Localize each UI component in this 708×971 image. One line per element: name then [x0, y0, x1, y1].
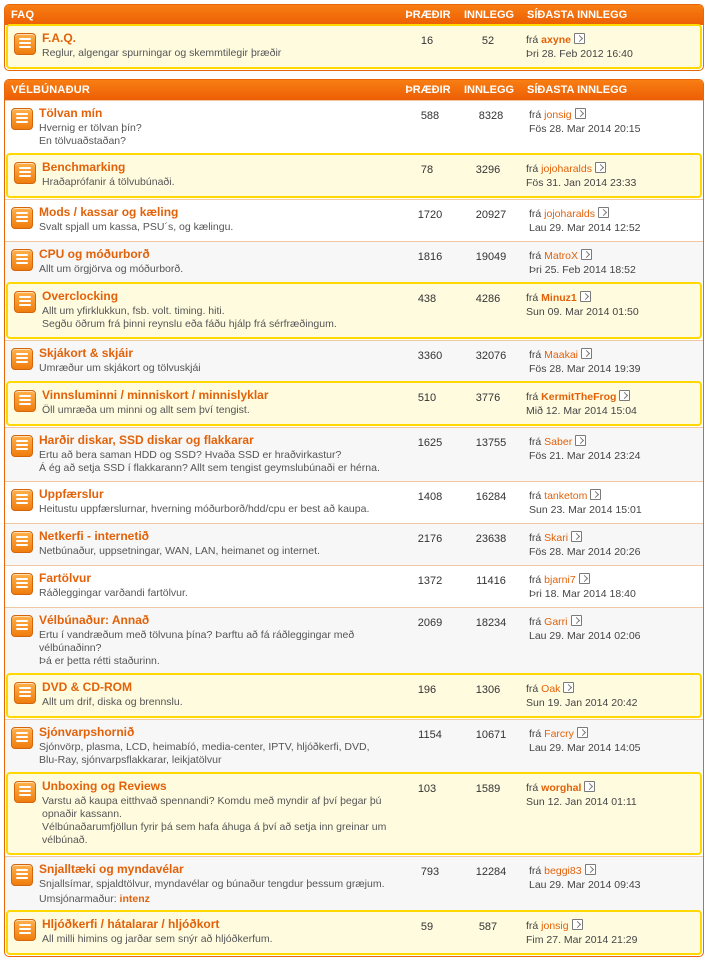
forum-last-post: [518, 774, 700, 853]
last-post-author-link[interactable]: Oak: [541, 683, 561, 695]
forum-last-post: [521, 428, 703, 481]
goto-last-post-icon[interactable]: [572, 919, 583, 930]
forum-title-link[interactable]: CPU og móðurborð: [39, 247, 150, 261]
forum-last-post: [521, 524, 703, 565]
last-post-by-label: frá: [526, 34, 542, 46]
forum-title-link[interactable]: Uppfærslur: [39, 487, 104, 501]
column-header-threads: ÞRÆÐIR: [405, 84, 451, 96]
forum-last-post: [518, 383, 700, 424]
column-header-threads: ÞRÆÐIR: [405, 9, 451, 21]
forum-title-link[interactable]: Snjalltæki og myndavélar: [39, 862, 184, 876]
forum-row[interactable]: [6, 282, 702, 339]
forum-info: [39, 428, 399, 481]
last-post-author-link[interactable]: Saber: [544, 436, 573, 448]
last-post-by-label: frá: [529, 250, 545, 262]
forum-post-count: 10671: [475, 729, 507, 741]
forum-description: Heitustu uppfærslurnar, hverning móðurborð/hdd/cpu er best að kaupa.: [39, 503, 370, 515]
last-post-date: Lau 29. Mar 2014 09:43: [529, 879, 641, 891]
forum-last-post: [521, 101, 703, 154]
forum-description: Snjallsímar, spjaldtölvur, myndavélar og búnaður tengdur þessum græjum.: [39, 878, 385, 890]
forum-icon: [14, 162, 36, 184]
forum-icon-cell: [5, 242, 39, 283]
forum-post-count: 18234: [475, 617, 507, 629]
forum-thread-count: 1625: [417, 437, 443, 449]
last-post-author-link[interactable]: MatroX: [544, 250, 579, 262]
forum-row[interactable]: [6, 381, 702, 426]
forum-icon-cell: [8, 774, 42, 853]
forum-title-link[interactable]: Overclocking: [42, 289, 119, 303]
forum-title-link[interactable]: Harðir diskar, SSD diskar og flakkarar: [39, 433, 254, 447]
forum-icon: [11, 615, 33, 637]
forum-description: Hraðaprófanir á tölvubúnaði.: [42, 176, 175, 188]
forum-info: [39, 242, 399, 283]
goto-last-post-icon[interactable]: [581, 348, 592, 359]
forum-title-link[interactable]: Mods / kassar og kæling: [39, 205, 179, 219]
forum-icon: [11, 108, 33, 130]
last-post-date: Sun 23. Mar 2014 15:01: [529, 504, 642, 516]
last-post-date: Lau 29. Mar 2014 14:05: [529, 742, 641, 754]
last-post-date: Mið 12. Mar 2014 15:04: [526, 405, 637, 417]
forum-icon: [11, 348, 33, 370]
forum-icon: [14, 781, 36, 803]
forum-thread-count: 793: [420, 866, 440, 878]
goto-last-post-icon[interactable]: [577, 727, 588, 738]
last-post-date: Fös 28. Mar 2014 20:15: [529, 123, 641, 135]
last-post-author-link[interactable]: worghal: [541, 782, 582, 794]
forum-info: [39, 720, 399, 773]
forum-last-post: [518, 675, 700, 716]
last-post-author-link[interactable]: tanketom: [544, 490, 588, 502]
forum-last-post: [521, 242, 703, 283]
forum-title-link[interactable]: Hljóðkerfi / hátalarar / hljóðkort: [42, 917, 220, 931]
last-post-by-label: frá: [529, 865, 545, 877]
forum-icon: [11, 249, 33, 271]
forum-description: All milli himins og jarðar sem snýr að hljóðkerfum.: [42, 933, 273, 945]
forum-title-link[interactable]: F.A.Q.: [42, 31, 77, 45]
last-post-date: Fös 28. Mar 2014 19:39: [529, 363, 641, 375]
forum-icon: [11, 727, 33, 749]
forum-row[interactable]: [5, 340, 703, 382]
forum-description: Ertu í vandræðum með tölvuna þína? Þarftu að fá ráðleggingar með vélbúnaðinn? Þá er þetta rétti staðurinn.: [39, 629, 355, 667]
forum-thread-count: 588: [420, 110, 440, 122]
category-header: [5, 80, 703, 100]
forum-icon-cell: [8, 26, 42, 67]
forum-thread-count: 1408: [417, 491, 443, 503]
forum-moderator: Umsjónarmaður: intenz: [39, 893, 150, 905]
forum-row[interactable]: [5, 565, 703, 607]
category-title: FAQ: [11, 9, 35, 21]
forum-icon-cell: [8, 155, 42, 196]
goto-last-post-icon[interactable]: [579, 573, 590, 584]
forum-icon: [11, 531, 33, 553]
forum-icon: [11, 864, 33, 886]
last-post-by-label: frá: [529, 109, 545, 121]
forum-last-post: [521, 566, 703, 607]
forum-thread-count: 1372: [417, 575, 443, 587]
goto-last-post-icon[interactable]: [563, 682, 574, 693]
last-post-author-link[interactable]: Skari: [544, 532, 569, 544]
column-header-last-post: SÍÐASTA INNLEGG: [527, 9, 628, 21]
last-post-author-link[interactable]: bjarni7: [544, 574, 576, 586]
goto-last-post-icon[interactable]: [590, 489, 601, 500]
forum-icon-cell: [5, 428, 39, 481]
forum-title-link[interactable]: Vélbúnaður: Annað: [39, 613, 150, 627]
forum-post-count: 12284: [475, 866, 507, 878]
forum-last-post: [521, 720, 703, 773]
last-post-by-label: frá: [529, 490, 545, 502]
forum-description: Allt um yfirklukkun, fsb. volt. timing. hiti. Segðu öðrum frá þinni reynslu eða fáðu hjálp frá sérfræðingum.: [42, 305, 337, 330]
last-post-date: Sun 12. Jan 2014 01:11: [526, 796, 637, 808]
forum-icon-cell: [8, 912, 42, 953]
forum-post-count: 3296: [475, 164, 501, 176]
goto-last-post-icon[interactable]: [571, 615, 582, 626]
forum-last-post: [518, 155, 700, 196]
category-block: [4, 4, 704, 71]
last-post-date: Fös 31. Jan 2014 23:33: [526, 177, 637, 189]
forum-description: Allt um drif, diska og brennslu.: [42, 696, 183, 708]
last-post-author-line: [526, 291, 696, 305]
forum-icon-cell: [8, 284, 42, 337]
forum-description: Ráðleggingar varðandi fartölvur.: [39, 587, 188, 599]
forum-icon: [14, 390, 36, 412]
last-post-author-line: [526, 682, 696, 696]
forum-info: [39, 608, 399, 674]
forum-title-link[interactable]: Unboxing og Reviews: [42, 779, 167, 793]
forum-icon-cell: [8, 675, 42, 716]
category-title: VÉLBÚNAÐUR: [11, 84, 90, 96]
forum-last-post: [521, 200, 703, 241]
forum-description: Netbúnaður, uppsetningar, WAN, LAN, heimanet og internet.: [39, 545, 320, 557]
column-header-posts: INNLEGG: [463, 84, 515, 96]
last-post-author-line: [529, 864, 699, 878]
last-post-date: Sun 09. Mar 2014 01:50: [526, 306, 639, 318]
forum-title-link[interactable]: Fartölvur: [39, 571, 92, 585]
last-post-date: Sun 19. Jan 2014 20:42: [526, 697, 638, 709]
forum-row[interactable]: [5, 523, 703, 565]
last-post-author-line: [529, 348, 699, 362]
last-post-by-label: frá: [529, 436, 545, 448]
forum-description: Ertu að bera saman HDD og SSD? Hvaða SSD er hraðvirkastur? Á ég að setja SSD í flakkarann? Allt sem tengist geymslubúnaði er hérna.: [39, 449, 380, 474]
forum-thread-count: 78: [420, 164, 434, 176]
last-post-date: Fim 27. Mar 2014 21:29: [526, 934, 638, 946]
goto-last-post-icon[interactable]: [598, 207, 609, 218]
forum-title-link[interactable]: Skjákort & skjáir: [39, 346, 134, 360]
last-post-author-link[interactable]: jojoharalds: [544, 208, 595, 220]
forum-icon-cell: [5, 200, 39, 241]
forum-post-count: 3776: [475, 392, 501, 404]
goto-last-post-icon[interactable]: [575, 108, 586, 119]
forum-row[interactable]: [5, 199, 703, 241]
forum-thread-count: 1816: [417, 251, 443, 263]
forum-last-post: [521, 857, 703, 911]
last-post-author-link[interactable]: axyne: [541, 34, 571, 46]
forum-post-count: 1306: [475, 684, 501, 696]
forum-thread-count: 438: [417, 293, 437, 305]
forum-icon: [14, 682, 36, 704]
goto-last-post-icon[interactable]: [619, 390, 630, 401]
forum-info: [39, 482, 399, 523]
last-post-date: Þri 28. Feb 2012 16:40: [526, 48, 633, 60]
forum-thread-count: 510: [417, 392, 437, 404]
forum-icon: [11, 489, 33, 511]
goto-last-post-icon[interactable]: [584, 781, 595, 792]
forum-row[interactable]: [5, 100, 703, 154]
forum-icon: [14, 291, 36, 313]
forum-description: Sjónvörp, plasma, LCD, heimabíó, media-center, IPTV, hljóðkerfi, DVD, Blu-Ray, sjónvarpsflakkarar, leikjatölvur: [39, 741, 370, 766]
last-post-date: Þri 18. Mar 2014 18:40: [529, 588, 636, 600]
last-post-by-label: frá: [526, 292, 542, 304]
last-post-author-link[interactable]: beggi83: [544, 865, 582, 877]
goto-last-post-icon[interactable]: [580, 291, 591, 302]
forum-post-count: 4286: [475, 293, 501, 305]
last-post-by-label: frá: [529, 728, 545, 740]
goto-last-post-icon[interactable]: [571, 531, 582, 542]
category-header: [5, 5, 703, 25]
forum-post-count: 13755: [475, 437, 507, 449]
last-post-by-label: frá: [529, 208, 545, 220]
category-list: [4, 4, 704, 957]
last-post-by-label: frá: [526, 163, 542, 175]
forum-last-post: [518, 912, 700, 953]
last-post-author-line: [526, 33, 696, 47]
forum-post-count: 1589: [475, 783, 501, 795]
forum-info: [39, 341, 399, 382]
forum-description: Varstu að kaupa eitthvað spennandi? Komdu með myndir af því þegar þú opnaðir kassann. Vélbúnaðarumfjöllun fyrir þá sem hafa áhuga á því að setja inn greinar um vélbúnað.: [42, 795, 387, 846]
last-post-author-line: [529, 615, 699, 629]
forum-title-link[interactable]: Sjónvarpshornið: [39, 725, 135, 739]
forum-icon-cell: [8, 383, 42, 424]
last-post-by-label: frá: [529, 349, 545, 361]
last-post-author-link[interactable]: Garri: [544, 616, 568, 628]
forum-post-count: 11416: [476, 575, 506, 587]
forum-thread-count: 16: [420, 35, 434, 47]
forum-info: [39, 524, 399, 565]
forum-info: [39, 857, 399, 911]
last-post-by-label: frá: [526, 683, 542, 695]
forum-icon-cell: [5, 720, 39, 773]
last-post-author-line: [526, 390, 696, 404]
forum-post-count: 52: [481, 35, 495, 47]
forum-thread-count: 2176: [417, 533, 443, 545]
forum-row[interactable]: [5, 719, 703, 773]
forum-icon-cell: [5, 524, 39, 565]
forum-info: [39, 566, 399, 607]
forum-thread-count: 196: [417, 684, 437, 696]
forum-post-count: 587: [478, 921, 498, 933]
forum-description: Umræður um skjákort og tölvuskjái: [39, 362, 201, 374]
forum-thread-count: 1154: [418, 729, 442, 741]
last-post-author-line: [526, 919, 696, 933]
forum-row[interactable]: [6, 24, 702, 69]
forum-thread-count: 2069: [417, 617, 443, 629]
forum-row[interactable]: [5, 481, 703, 523]
goto-last-post-icon[interactable]: [574, 33, 585, 44]
last-post-by-label: frá: [529, 574, 545, 586]
forum-title-link[interactable]: Vinnsluminni / minniskort / minnislyklar: [42, 388, 269, 402]
last-post-date: Fös 28. Mar 2014 20:26: [529, 546, 641, 558]
forum-last-post: [518, 26, 700, 67]
forum-row[interactable]: [6, 673, 702, 718]
column-header-last-post: SÍÐASTA INNLEGG: [527, 84, 628, 96]
moderator-link[interactable]: intenz: [119, 893, 150, 905]
forum-icon-cell: [5, 608, 39, 674]
forum-row[interactable]: [6, 772, 702, 855]
goto-last-post-icon[interactable]: [585, 864, 596, 875]
forum-title-link[interactable]: Benchmarking: [42, 160, 126, 174]
forum-icon-cell: [5, 482, 39, 523]
last-post-author-line: [526, 162, 696, 176]
forum-last-post: [521, 341, 703, 382]
forum-thread-count: 59: [420, 921, 434, 933]
last-post-author-line: [529, 573, 699, 587]
forum-row[interactable]: [5, 427, 703, 481]
forum-title-link[interactable]: Tölvan mín: [39, 106, 103, 120]
goto-last-post-icon[interactable]: [581, 249, 592, 260]
forum-icon-cell: [5, 566, 39, 607]
forum-post-count: 23638: [475, 533, 507, 545]
forum-description: Allt um örgjörva og móðurborð.: [39, 263, 184, 275]
last-post-author-link[interactable]: jonsig: [544, 109, 572, 121]
forum-description: Reglur, algengar spurningar og skemmtilegir þræðir: [42, 47, 282, 59]
last-post-author-link[interactable]: jojoharalds: [541, 163, 592, 175]
forum-info: [39, 200, 399, 241]
forum-info: [42, 774, 396, 853]
forum-last-post: [521, 608, 703, 674]
last-post-by-label: frá: [526, 391, 542, 403]
last-post-date: Fös 21. Mar 2014 23:24: [529, 450, 641, 462]
forum-icon: [14, 919, 36, 941]
last-post-date: Lau 29. Mar 2014 12:52: [529, 222, 641, 234]
forum-icon-cell: [5, 857, 39, 911]
forum-info: [42, 26, 396, 67]
forum-icon: [14, 33, 36, 55]
forum-last-post: [521, 482, 703, 523]
forum-icon: [11, 207, 33, 229]
forum-icon-cell: [5, 101, 39, 154]
forum-post-count: 8328: [478, 110, 504, 122]
forum-thread-count: 3360: [417, 350, 443, 362]
forum-row[interactable]: [5, 856, 703, 911]
last-post-author-link[interactable]: KermitTheFrog: [541, 391, 617, 403]
forum-post-count: 20927: [475, 209, 507, 221]
goto-last-post-icon[interactable]: [575, 435, 586, 446]
forum-row[interactable]: [5, 607, 703, 674]
last-post-author-link[interactable]: Minuz1: [541, 292, 577, 304]
last-post-author-line: [529, 249, 699, 263]
last-post-author-line: [529, 108, 699, 122]
goto-last-post-icon[interactable]: [595, 162, 606, 173]
forum-info: [42, 284, 396, 337]
forum-description: Hvernig er tölvan þín? En tölvuaðstaðan?: [39, 122, 142, 147]
forum-info: [42, 155, 396, 196]
last-post-by-label: frá: [529, 532, 545, 544]
last-post-author-line: [529, 531, 699, 545]
forum-info: [39, 101, 399, 154]
forum-description: Öll umræða um minni og allt sem því tengist.: [42, 404, 250, 416]
forum-post-count: 32076: [475, 350, 507, 362]
forum-info: [42, 383, 396, 424]
forum-thread-count: 1720: [417, 209, 443, 221]
forum-row[interactable]: [5, 241, 703, 283]
forum-row[interactable]: [6, 910, 702, 955]
last-post-by-label: frá: [529, 616, 545, 628]
forum-thread-count: 103: [417, 783, 437, 795]
forum-title-link[interactable]: DVD & CD-ROM: [42, 680, 132, 694]
forum-title-link[interactable]: Netkerfi - internetið: [39, 529, 150, 543]
forum-icon: [11, 573, 33, 595]
last-post-author-line: [529, 207, 699, 221]
last-post-author-line: [529, 489, 699, 503]
forum-icon: [11, 435, 33, 457]
forum-description: Svalt spjall um kassa, PSU´s, og kælingu.: [39, 221, 234, 233]
column-header-posts: INNLEGG: [463, 9, 515, 21]
forum-post-count: 19049: [475, 251, 507, 263]
last-post-author-link[interactable]: jonsig: [541, 920, 569, 932]
last-post-author-line: [529, 727, 699, 741]
last-post-by-label: frá: [526, 782, 542, 794]
forum-last-post: [518, 284, 700, 337]
last-post-author-line: [529, 435, 699, 449]
last-post-author-link[interactable]: Farcry: [544, 728, 574, 740]
last-post-by-label: frá: [526, 920, 542, 932]
forum-info: [42, 675, 396, 716]
forum-post-count: 16284: [475, 491, 507, 503]
last-post-author-line: [526, 781, 696, 795]
forum-row[interactable]: [6, 153, 702, 198]
last-post-date: Þri 25. Feb 2014 18:52: [529, 264, 636, 276]
category-block: [4, 79, 704, 957]
last-post-author-link[interactable]: Maakai: [544, 349, 579, 361]
forum-icon-cell: [5, 341, 39, 382]
last-post-date: Lau 29. Mar 2014 02:06: [529, 630, 641, 642]
forum-info: [42, 912, 396, 953]
